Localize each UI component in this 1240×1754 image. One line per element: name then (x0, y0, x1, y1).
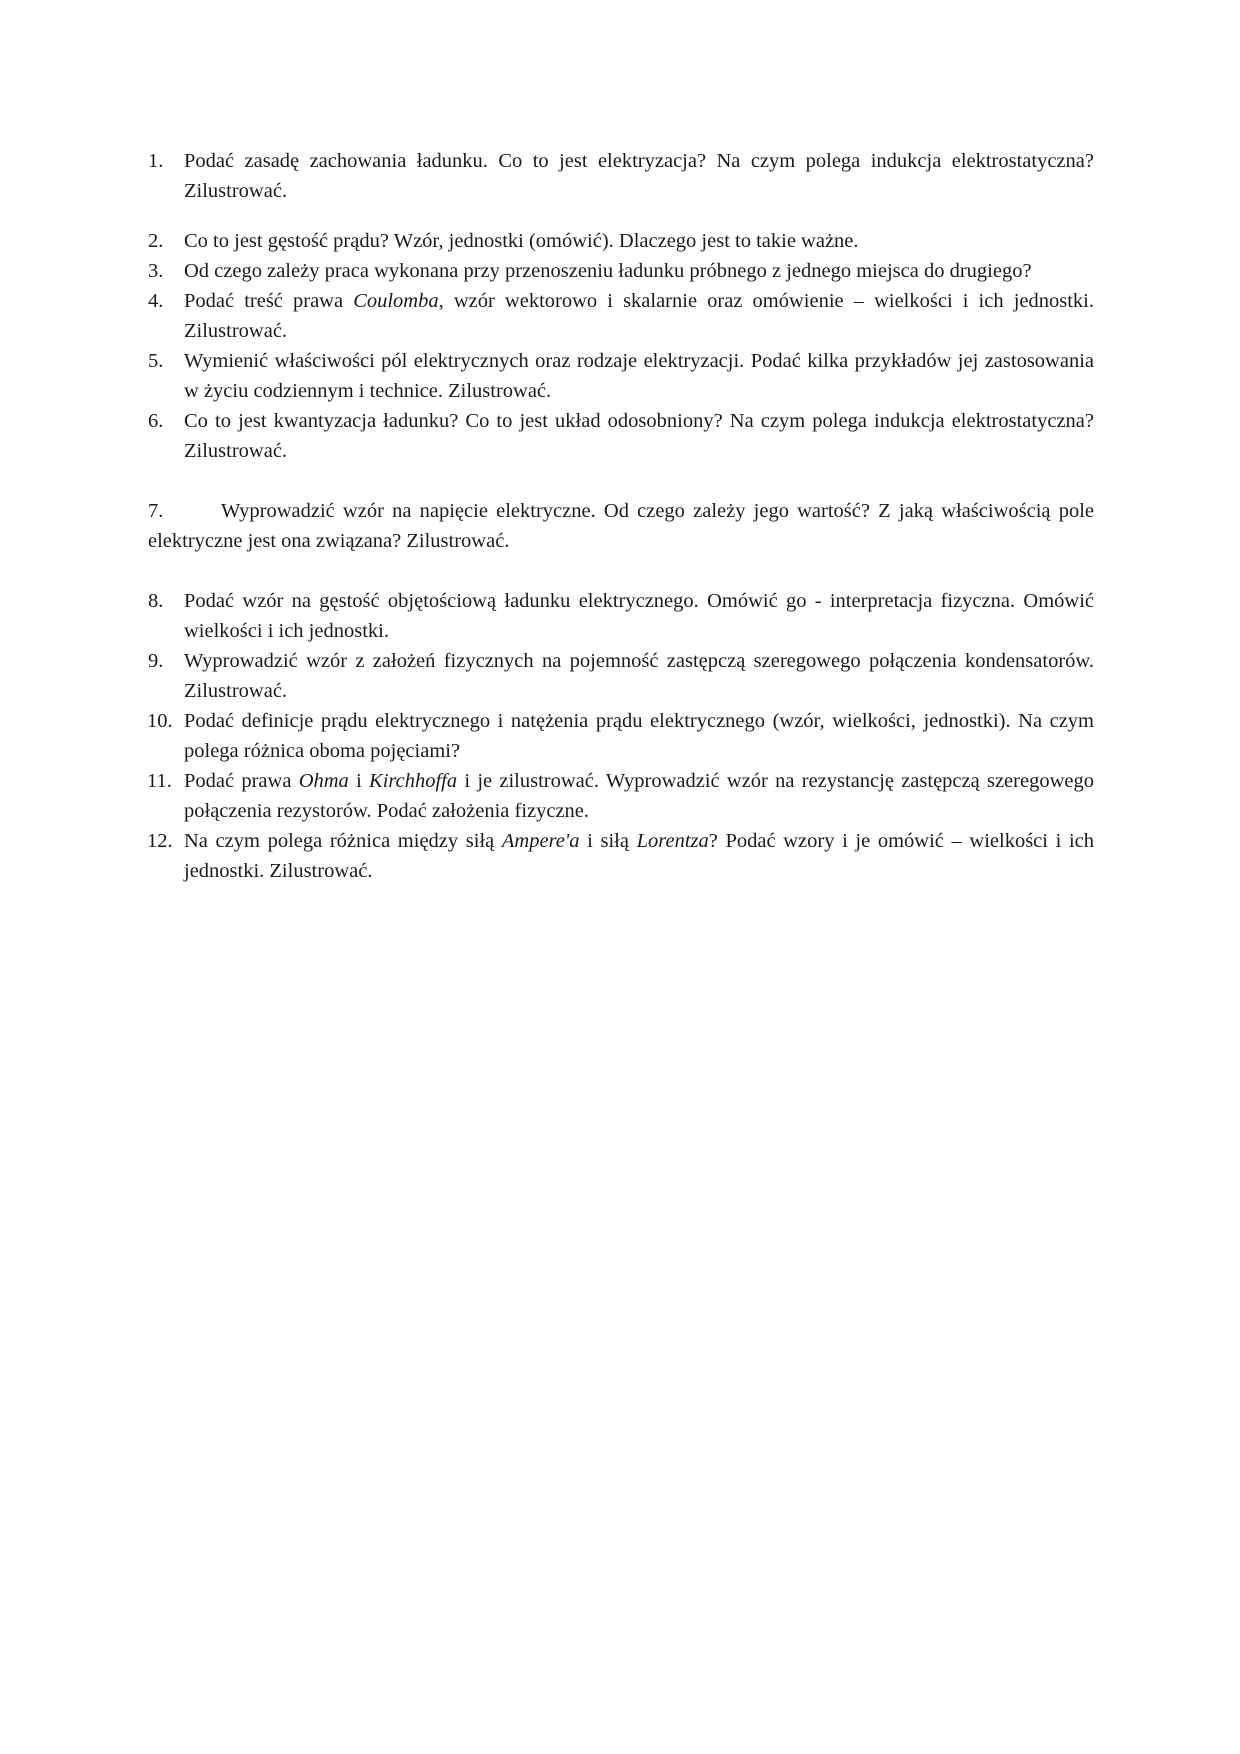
question-item-12 (148, 826, 1094, 886)
question-number: 12. (147, 830, 173, 852)
question-item-1 (148, 146, 1094, 206)
question-number: 11. (147, 770, 172, 792)
question-text: Podać prawa (184, 770, 299, 792)
question-number: 7. (148, 500, 164, 522)
question-number: 2. (148, 230, 164, 252)
question-text: ? Podać wzory i je omówić – wielkości i ich jednostki. Zilustrować. (184, 830, 1094, 882)
question-text: Wyprowadzić wzór na napięcie elektryczne. Od czego zależy jego wartość? Z jaką właściwością pole elektryczne jest ona związana? Zilustrować. (148, 500, 1094, 552)
question-text-emphasis: Coulomba (353, 290, 439, 312)
question-item-10 (148, 706, 1094, 766)
question-text-emphasis: Lorentza (636, 830, 709, 852)
question-item-6 (148, 406, 1094, 466)
question-item-5 (148, 346, 1094, 406)
question-text: Od czego zależy praca wykonana przy przenoszeniu ładunku próbnego z jednego miejsca do drugiego? (184, 260, 1032, 282)
spacer (148, 556, 1094, 586)
question-text: Co to jest gęstość prądu? Wzór, jednostki (omówić). Dlaczego jest to takie ważne. (184, 230, 859, 252)
question-item-9 (148, 646, 1094, 706)
question-item-2 (148, 226, 1094, 256)
question-text: Podać zasadę zachowania ładunku. Co to jest elektryzacja? Na czym polega indukcja elektrostatyczna? Zilustrować. (184, 150, 1094, 202)
question-text: Wyprowadzić wzór z założeń fizycznych na pojemność zastępczą szeregowego połączenia kondensatorów. Zilustrować. (184, 650, 1094, 702)
question-text: Wymienić właściwości pól elektrycznych oraz rodzaje elektryzacji. Podać kilka przykładów jej zastosowania w życiu codziennym i technice. Zilustrować. (184, 350, 1094, 402)
question-number: 8. (148, 590, 164, 612)
question-text: Podać definicje prądu elektrycznego i natężenia prądu elektrycznego (wzór, wielkości, jednostki). Na czym polega różnica oboma pojęciami? (184, 710, 1094, 762)
question-text: Na czym polega różnica między siłą (184, 830, 502, 852)
question-text: i siłą (579, 830, 637, 852)
question-number: 10. (147, 710, 173, 732)
question-item-8 (148, 586, 1094, 646)
question-text: Podać wzór na gęstość objętościową ładunku elektrycznego. Omówić go - interpretacja fizyczna. Omówić wielkości i ich jednostki. (184, 590, 1094, 642)
question-number: 9. (148, 650, 164, 672)
question-text: Podać treść prawa (184, 290, 354, 312)
question-number: 4. (148, 290, 164, 312)
question-text-emphasis: Kirchhoffa (369, 770, 458, 792)
question-number: 1. (148, 150, 164, 172)
question-text: Co to jest kwantyzacja ładunku? Co to jest układ odosobniony? Na czym polega indukcja elektrostatyczna? Zilustrować. (184, 410, 1094, 462)
question-text-emphasis: Ohma (298, 770, 349, 792)
question-list (148, 146, 1094, 886)
spacer (148, 206, 1094, 226)
question-item-7 (148, 496, 1094, 556)
question-text: i (348, 770, 370, 792)
question-text-emphasis: Ampere'a (501, 830, 580, 852)
question-text: , wzór wektorowo i skalarnie oraz omówienie – wielkości i ich jednostki. Zilustrować. (184, 290, 1094, 342)
question-number: 3. (148, 260, 164, 282)
spacer (148, 466, 1094, 496)
question-item-4 (148, 286, 1094, 346)
question-item-11 (148, 766, 1094, 826)
question-number: 6. (148, 410, 164, 432)
question-text: i je zilustrować. Wyprowadzić wzór na rezystancję zastępczą szeregowego połączenia rezystorów. Podać założenia fizyczne. (184, 770, 1094, 822)
question-number: 5. (148, 350, 164, 372)
question-item-3 (148, 256, 1094, 286)
